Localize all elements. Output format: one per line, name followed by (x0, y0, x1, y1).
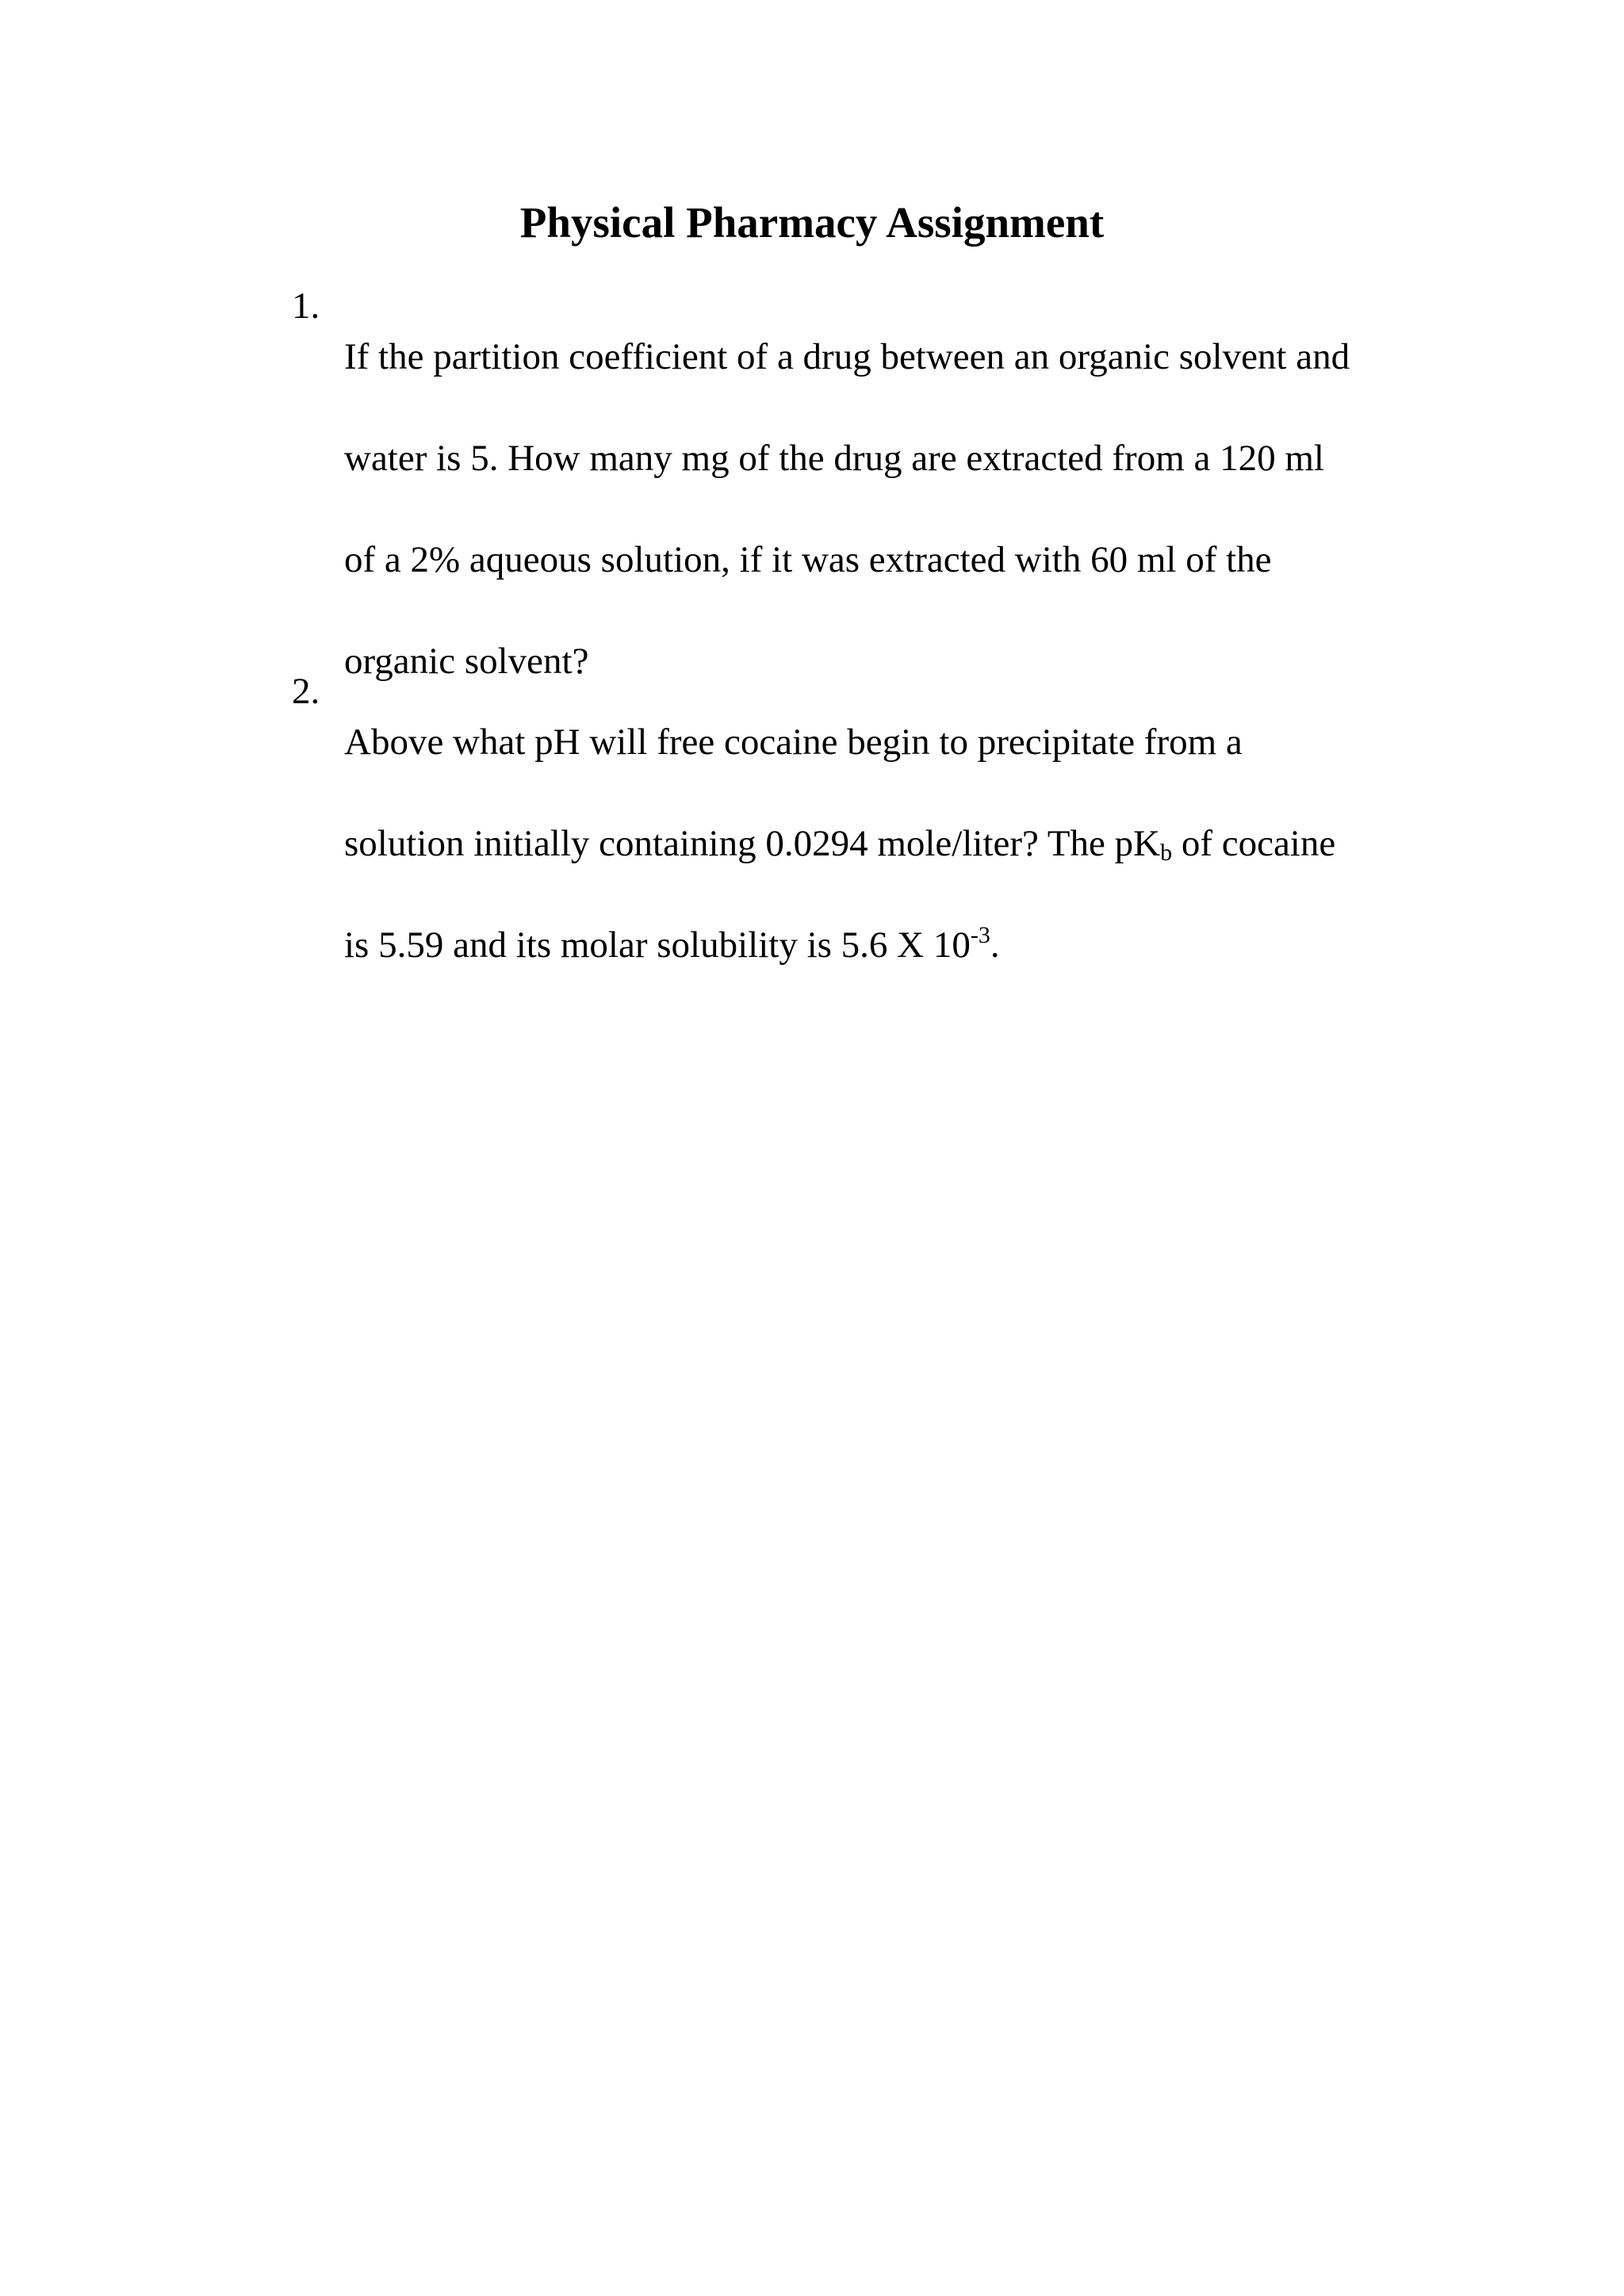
exponent: -3 (970, 922, 990, 948)
question-number: 2. (292, 671, 320, 712)
question-line (344, 818, 1402, 869)
question-2 (292, 666, 1402, 1021)
question-line (344, 920, 1402, 970)
subscript-b: b (1160, 840, 1173, 866)
question-text (344, 666, 1402, 1021)
question-line: If the partition coefficient of a drug between an organic solvent and (344, 336, 1350, 377)
question-line: water is 5. How many mg of the drug are extracted from a 120 ml (344, 438, 1324, 479)
question-number: 1. (292, 285, 320, 327)
question-line: of a 2% aqueous solution, if it was extracted with 60 ml of the (344, 539, 1272, 580)
line-text: solution initially containing 0.0294 mole/liter? The pK (344, 823, 1161, 864)
question-line: Above what pH will free cocaine begin to precipitate from a (344, 721, 1243, 763)
question-line: organic solvent? (344, 641, 589, 682)
document-title: Physical Pharmacy Assignment (519, 198, 1105, 247)
line-text: of cocaine (1172, 823, 1336, 864)
line-text: . (990, 924, 1000, 966)
line-text: is 5.59 and its molar solubility is 5.6 X 10 (344, 924, 971, 966)
